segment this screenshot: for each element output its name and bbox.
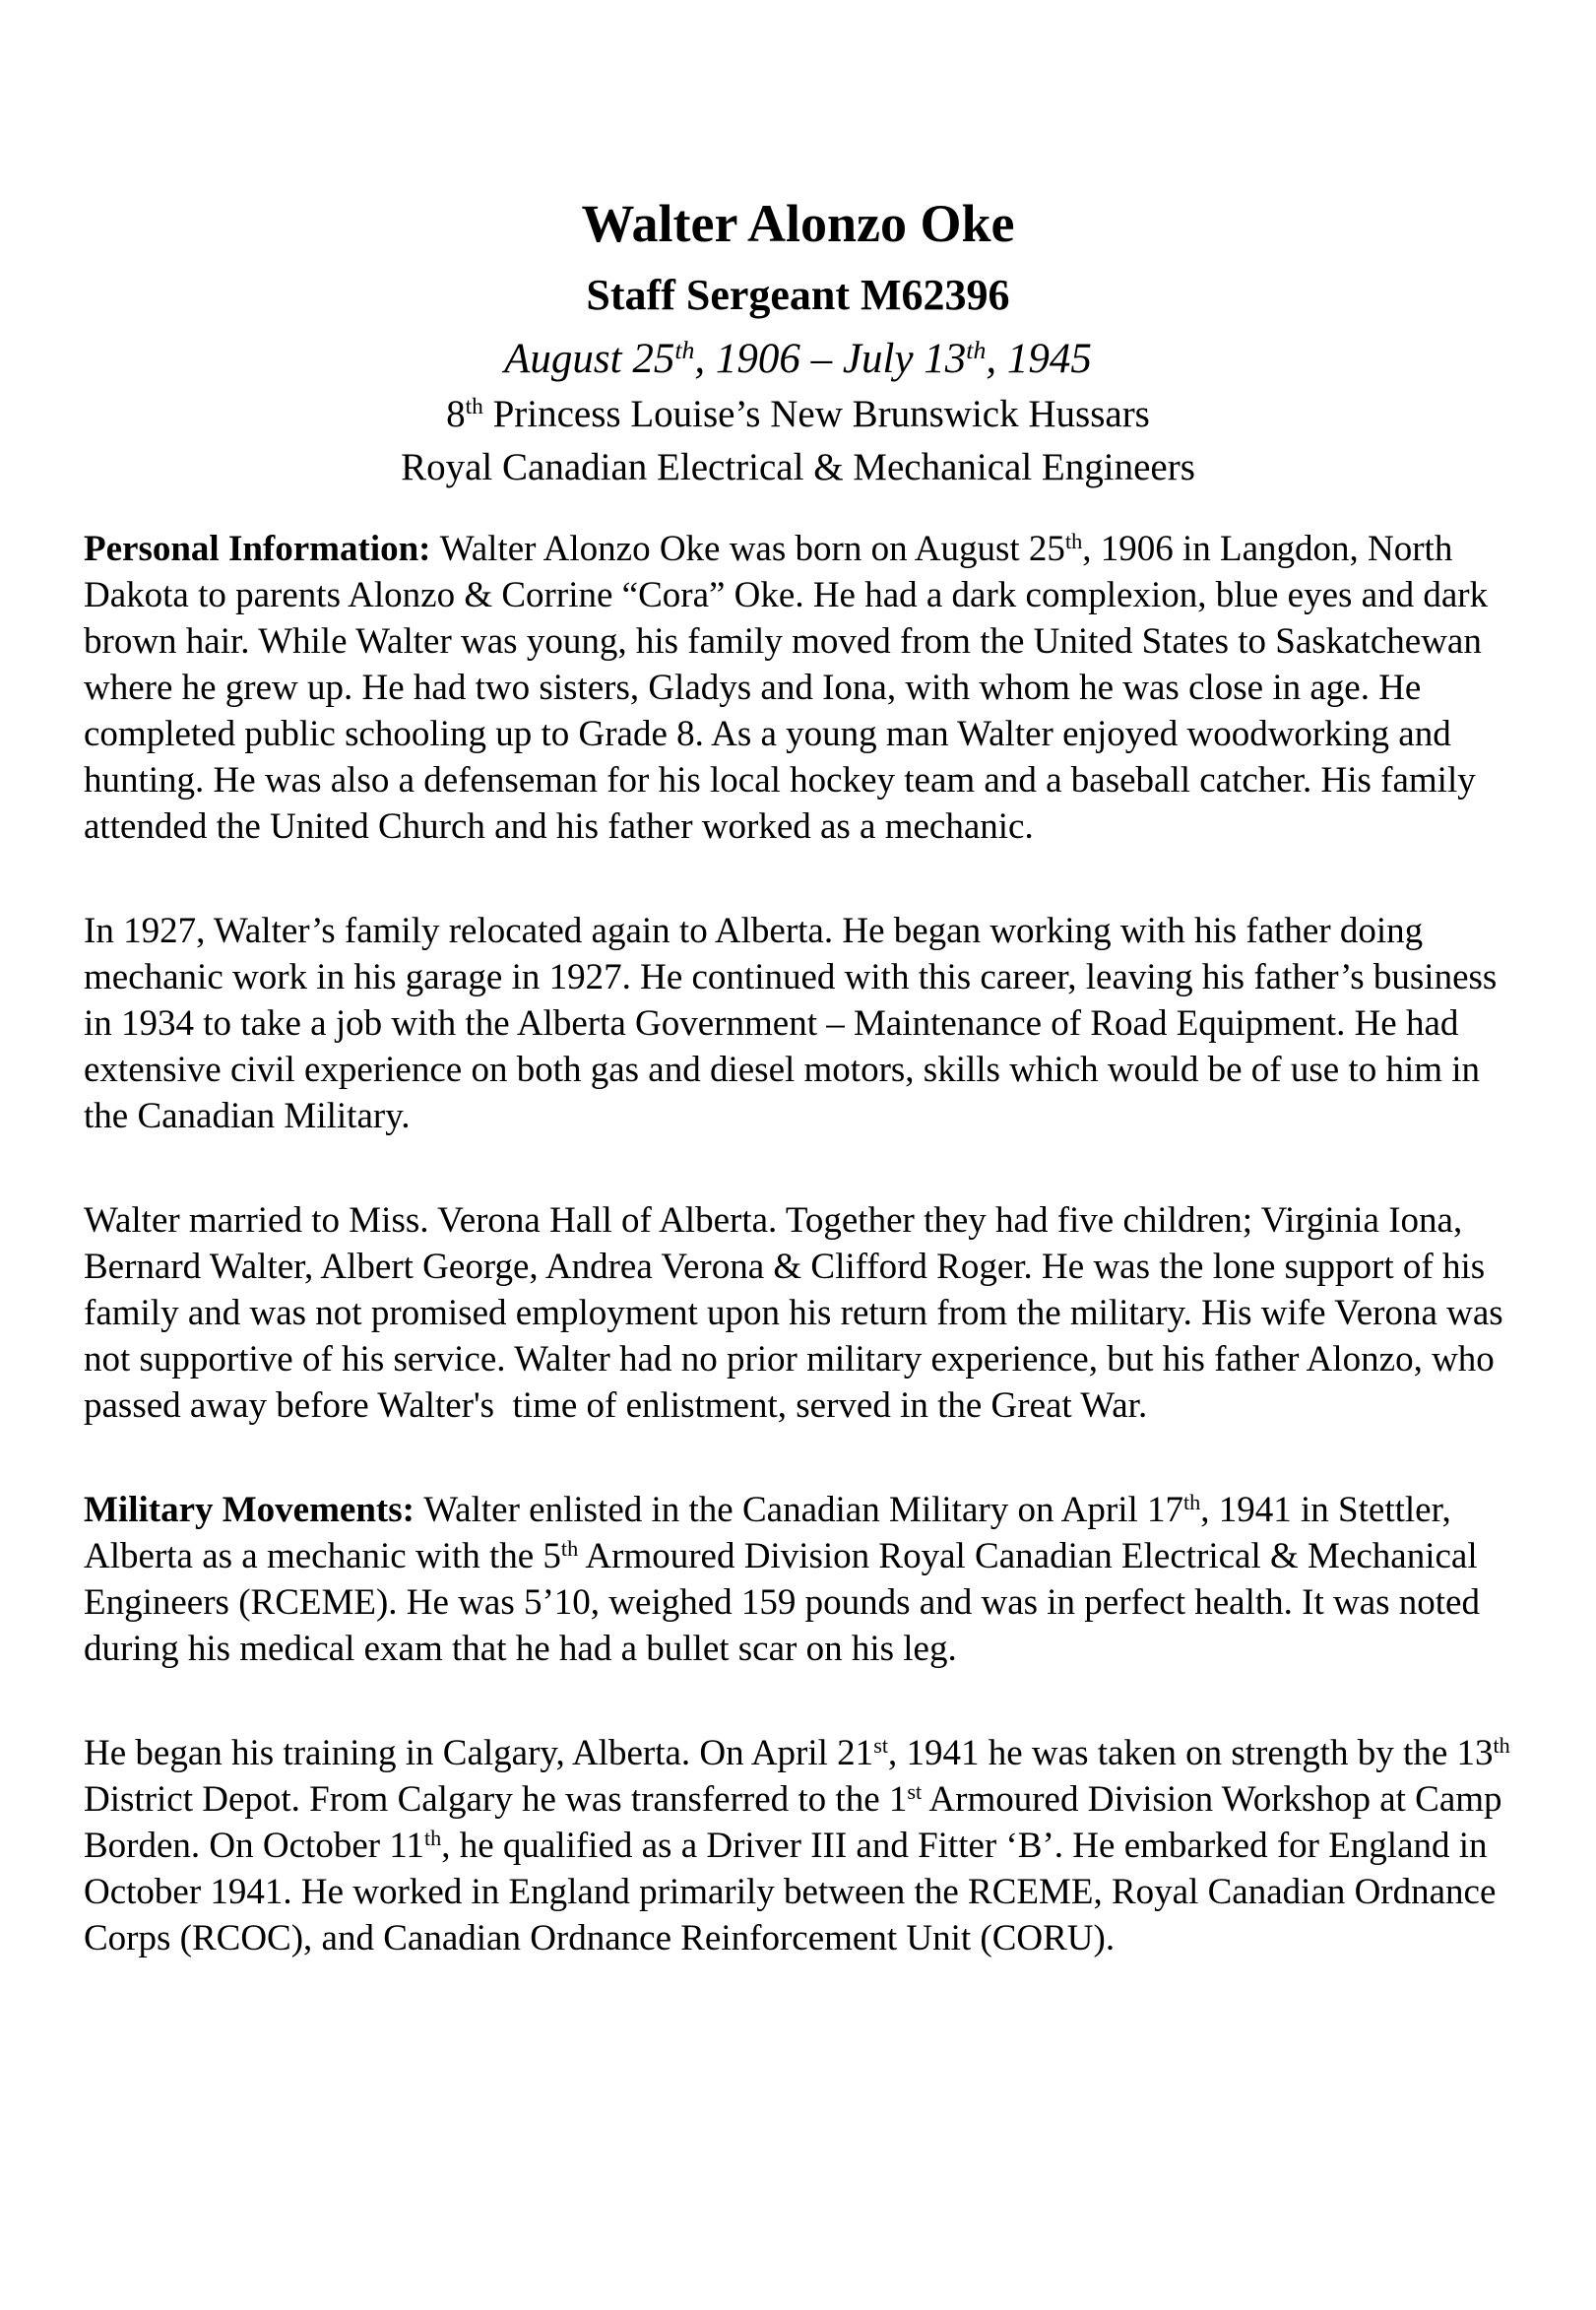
document-body <box>0 526 1596 1961</box>
regiment-line-2: Royal Canadian Electrical & Mechanical Engineers <box>401 446 1195 488</box>
document-header <box>0 0 1596 486</box>
paragraph-training-england: He began his training in Calgary, Alberta. On April 21st, 1941 he was taken on strength by the 13th District Depot. From Calgary he was transferred to the 1st Armoured Division Workshop at Camp Borden. On October 11th, he qualified as a Driver III and Fitter ‘B’. He embarked for England in October 1941. He worked in England primarily between the RCEME, Royal Canadian Ordnance Corps (RCOC), and Canadian Ordnance Reinforcement Unit (CORU). <box>84 1732 1520 1958</box>
regiment-line-1: 8th Princess Louise’s New Brunswick Hussars <box>446 393 1150 435</box>
paragraph-marriage-family: Walter married to Miss. Verona Hall of Alberta. Together they had five children; Virginia Iona, Bernard Walter, Albert George, Andrea Verona & Clifford Roger. He was the lone support of his family and was not promised employment upon his return from the military. His wife Verona was not supportive of his service. Walter had no prior military experience, but his father Alonzo, who passed away before Walter's time of enlistment, served in the Great War. <box>84 1200 1512 1426</box>
paragraph-military-movements: Military Movements: Walter enlisted in the Canadian Military on April 17th, 1941 in Stettler, Alberta as a mechanic with the 5th Armoured Division Royal Canadian Electrical & Mechanical Engineers (RCEME). He was 5’10, weighed 159 pounds and was in perfect health. It was noted during his medical exam that he had a bullet scar on his leg. <box>84 1489 1490 1669</box>
paragraph-personal-information: Personal Information: Walter Alonzo Oke was born on August 25th, 1906 in Langdon, North Dakota to parents Alonzo & Corrine “Cora” Oke. He had a dark complexion, blue eyes and dark brown hair. While Walter was young, his family moved from the United States to Saskatchewan where he grew up. He had two sisters, Gladys and Iona, with whom he was close in age. He completed public schooling up to Grade 8. As a young man Walter enjoyed woodworking and hunting. He was also a defenseman for his local hockey team and a baseball catcher. His family attended the United Church and his father worked as a mechanic. <box>84 528 1498 847</box>
rank-and-service-number: Staff Sergeant M62396 <box>586 271 1010 319</box>
document-title: Walter Alonzo Oke <box>581 194 1015 253</box>
life-dates: August 25th, 1906 – July 13th, 1945 <box>504 335 1092 382</box>
paragraph-relocation-career: In 1927, Walter’s family relocated again to Alberta. He began working with his father doing mechanic work in his garage in 1927. He continued with this career, leaving his father’s business in 1934 to take a job with the Alberta Government – Maintenance of Road Equipment. He had extensive civil experience on both gas and diesel motors, skills which would be of use to him in the Canadian Military. <box>84 911 1506 1136</box>
